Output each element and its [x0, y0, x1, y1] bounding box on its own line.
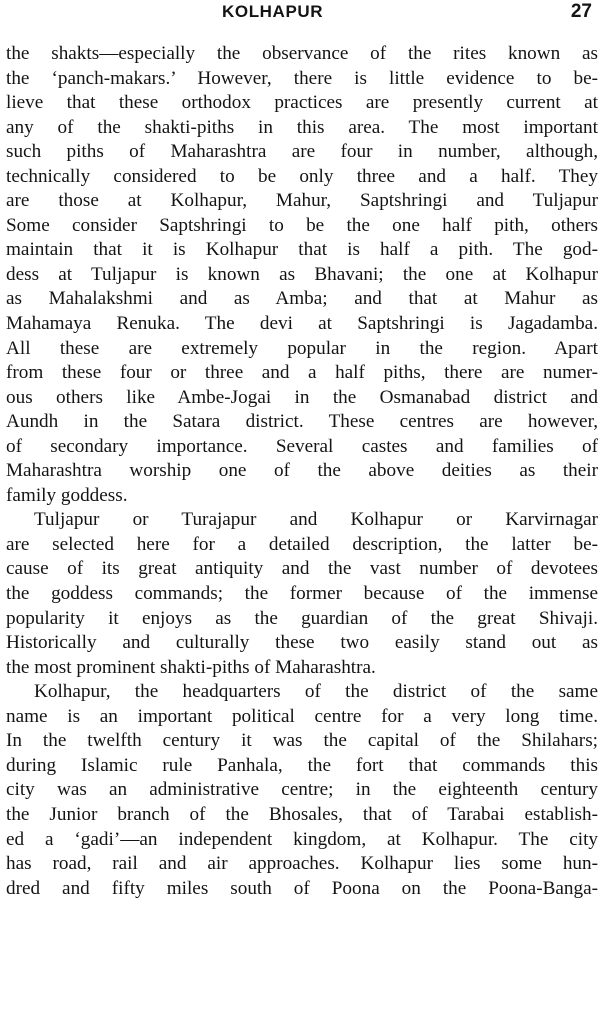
text-line: has road, rail and air approaches. Kolhapur lies some hun-	[6, 853, 598, 875]
text-line: Maharashtra worship one of the above deities as their	[6, 460, 598, 482]
text-line: ed a ‘gadi’—an independent kingdom, at Kolhapur. The city	[6, 828, 598, 850]
text-line: Mahamaya Renuka. The devi at Saptshringi is Jagadamba.	[6, 313, 598, 335]
text-line: as Mahalakshmi and as Amba; and that at Mahur as	[6, 288, 598, 310]
text-line: during Islamic rule Panhala, the fort that commands this	[6, 754, 598, 776]
text-line: Some consider Saptshringi to be the one half pith, others	[6, 214, 598, 236]
text-line: cause of its great antiquity and the vast number of devotees	[6, 558, 598, 580]
text-line: dred and fifty miles south of Poona on the Poona-Banga-	[6, 877, 598, 899]
text-line: the most prominent shakti-piths of Maharashtra.	[6, 656, 376, 678]
text-line: the Junior branch of the Bhosales, that of Tarabai establish-	[6, 803, 598, 825]
text-line: All these are extremely popular in the region. Apart	[6, 337, 598, 359]
text-line: Aundh in the Satara district. These centres are however,	[6, 411, 598, 433]
text-line: dess at Tuljapur is known as Bhavani; the one at Kolhapur	[6, 263, 598, 285]
text-line: such piths of Maharashtra are four in number, although,	[6, 141, 598, 163]
text-line: popularity it enjoys as the guardian of the great Shivaji.	[6, 607, 598, 629]
text-line: are those at Kolhapur, Mahur, Saptshringi and Tuljapur	[6, 190, 598, 212]
text-line: Tuljapur or Turajapur and Kolhapur or Karvirnagar	[34, 509, 598, 531]
text-line: the ‘panch-makars.’ However, there is little evidence to be-	[6, 67, 598, 89]
text-line: from these four or three and a half piths, there are numer-	[6, 362, 598, 384]
text-line: maintain that it is Kolhapur that is half a pith. The god-	[6, 239, 598, 261]
running-head-title: KOLHAPUR	[222, 2, 324, 21]
text-line: Historically and culturally these two easily stand out as	[6, 632, 598, 654]
text-line: city was an administrative centre; in the eighteenth century	[6, 779, 598, 801]
text-line: ous others like Ambe-Jogai in the Osmanabad district and	[6, 386, 598, 408]
text-line: Kolhapur, the headquarters of the district of the same	[34, 681, 598, 703]
page-number: 27	[570, 1, 592, 22]
text-line: are selected here for a detailed description, the latter be-	[6, 533, 598, 555]
text-line: of secondary importance. Several castes and families of	[6, 435, 598, 457]
text-line: the shakts—especially the observance of the rites known as	[6, 43, 598, 64]
text-line: In the twelfth century it was the capital of the Shilahars;	[6, 730, 598, 752]
text-line: name is an important political centre for a very long time.	[6, 705, 598, 727]
running-head	[0, 2, 600, 26]
text-line: family goddess.	[6, 484, 128, 506]
text-line: the goddess commands; the former because of the immense	[6, 583, 598, 605]
text-line: technically considered to be only three and a half. They	[6, 165, 598, 187]
text-line: any of the shakti-piths in this area. The most important	[6, 116, 598, 138]
text-line: lieve that these orthodox practices are presently current at	[6, 92, 598, 114]
body-text	[6, 42, 598, 901]
